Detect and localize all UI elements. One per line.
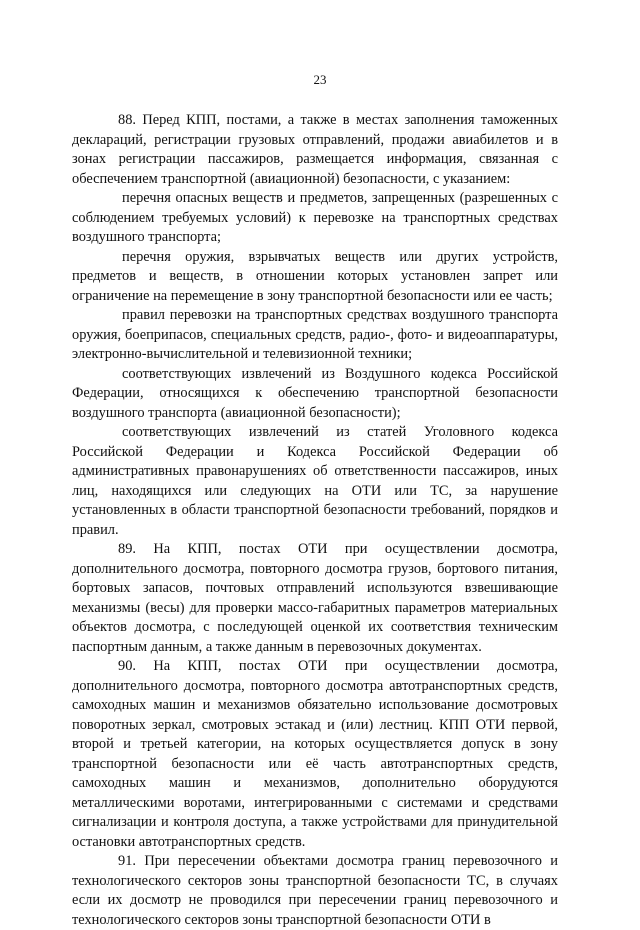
list-item-air-code-extracts: соответствующих извлечений из Воздушного кодекса Российской Федерации, относящихся к обеспечению транспортной безопасности воздушного транспорта (авиационной безопасности); (72, 365, 558, 421)
list-item-criminal-code-extracts: соответствующих извлечений из статей Уголовного кодекса Российской Федерации и Кодекса Российской Федерации об административных правонарушениях об ответственности пассажиров, иных лиц, находящихся или следующих на ОТИ или ТС, за нарушение установленных в области транспортной безопасности требований, порядков и правил. (72, 424, 558, 538)
paragraph-89: 89. На КПП, постах ОТИ при осуществлении досмотра, дополнительного досмотра, повторного досмотра грузов, бортового питания, бортовых запасов, почтовых отправлений используются взвешивающие механизмы (весы) для проверки массо-габаритных параметров материальных объектов досмотра, с последующей оценкой их соответствия техническим паспортным данным, а также данным в перевозочных документах. (72, 541, 558, 655)
list-item-weapons: перечня оружия, взрывчатых веществ или других устройств, предметов и веществ, в отношении которых установлен запрет или ограничение на перемещение в зону транспортной безопасности или ее часть; (72, 248, 558, 304)
paragraph-91: 91. При пересечении объектами досмотра границ перевозочного и технологического секторов зоны транспортной безопасности ТС, в случаях если их досмотр не проводился при пересечении границ перевозочного и технологического секторов зоны транспортной безопасности ОТИ в (72, 853, 558, 928)
page-number: 23 (313, 72, 327, 87)
paragraph-88: 88. Перед КПП, постами, а также в местах заполнения таможенных деклараций, регистрации грузовых отправлений, продажи авиабилетов и в зонах регистрации пассажиров, размещается информация, связанная с обеспечением транспортной (авиационной) безопасности, с указанием: (72, 112, 558, 187)
paragraph-90: 90. На КПП, постах ОТИ при осуществлении досмотра, дополнительного досмотра, повторного досмотра автотранспортных средств, самоходных машин и механизмов обязательно использование досмотровых поворотных зеркал, смотровых эстакад и (или) лестниц. КПП ОТИ первой, второй и третьей категории, на которых осуществляется допуск в зону транспортной безопасности или её часть автотранспортных средств, самоходных машин и механизмов, дополнительно оборудуются металлическими воротами, интегрированными с системами и средствами сигнализации и контроля доступа, а также устройствами для принудительной остановки автотранспортных средств. (72, 658, 558, 850)
document-body (72, 111, 558, 930)
list-item-transport-rules: правил перевозки на транспортных средствах воздушного транспорта оружия, боеприпасов, специальных средств, радио-, фото- и видеоаппаратуры, электронно-вычислительной и телевизионной техники; (72, 307, 558, 362)
list-item-dangerous-substances: перечня опасных веществ и предметов, запрещенных (разрешенных с соблюдением требуемых условий) к перевозке на транспортных средствах воздушного транспорта; (72, 190, 558, 245)
